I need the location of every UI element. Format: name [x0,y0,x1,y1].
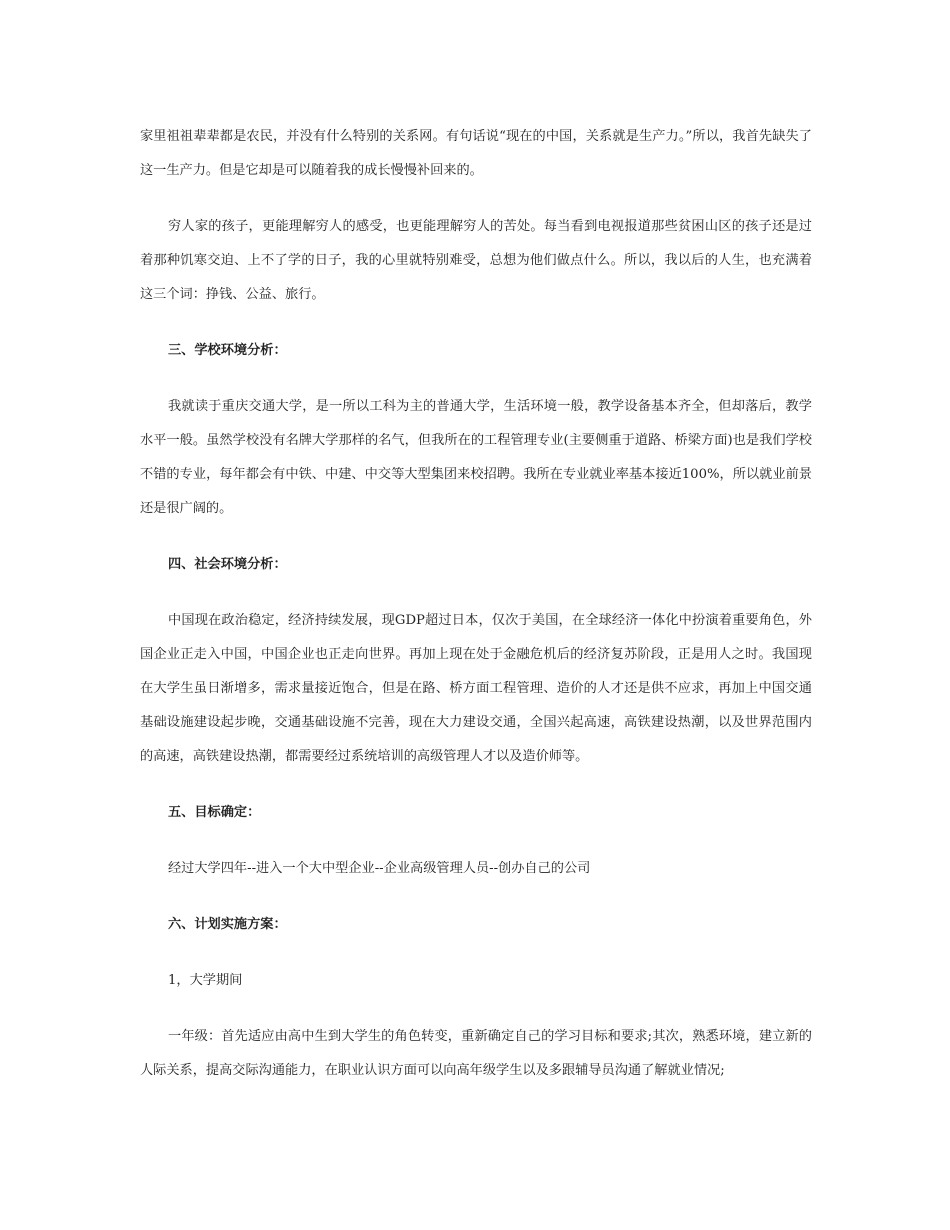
document-page [140,120,812,1110]
paragraph-family-background: 家里祖祖辈辈都是农民，并没有什么特别的关系网。有句话说“现在的中国，关系就是生产力。”所以，我首先缺失了这一生产力。但是它却是可以随着我的成长慢慢补回来的。 [140,129,812,178]
paragraph-university-period: 1，大学期间 [168,973,243,988]
heading-plan: 六、计划实施方案： [168,917,287,932]
paragraph-goal: 经过大学四年--进入一个大中型企业--企业高级管理人员--创办自己的公司 [168,861,591,876]
paragraph-poor-family: 穷人家的孩子，更能理解穷人的感受，也更能理解穷人的苦处。每当看到电视报道那些贫困山区的孩子还是过着那种饥寒交迫、上不了学的日子，我的心里就特别难受，总想为他们做点什么。所以，我以后的人生，也充满着这三个词：挣钱、公益、旅行。 [140,219,812,302]
heading-goal: 五、目标确定： [168,805,261,820]
paragraph-school-environment: 我就读于重庆交通大学，是一所以工科为主的普通大学，生活环境一般，教学设备基本齐全，但却落后，教学水平一般。虽然学校没有名牌大学那样的名气，但我所在的工程管理专业(主要侧重于道路、桥梁方面)也是我们学校不错的专业，每年都会有中铁、中建、中交等大型集团来校招聘。我所在专业就业率基本接近100%，所以就业前景还是很广阔的。 [140,399,812,516]
heading-school-environment: 三、学校环境分析： [168,343,287,358]
heading-social-environment: 四、社会环境分析： [168,557,287,572]
paragraph-first-year: 一年级：首先适应由高中生到大学生的角色转变，重新确定自己的学习目标和要求;其次，熟悉环境，建立新的人际关系，提高交际沟通能力，在职业认识方面可以向高年级学生以及多跟辅导员沟通了解就业情况; [140,1029,812,1078]
paragraph-social-environment: 中国现在政治稳定，经济持续发展，现GDP超过日本，仅次于美国，在全球经济一体化中扮演着重要角色，外国企业正走入中国，中国企业也正走向世界。再加上现在处于金融危机后的经济复苏阶段，正是用人之时。我国现在大学生虽日渐增多，需求量接近饱合，但是在路、桥方面工程管理、造价的人才还是供不应求，再加上中国交通基础设施建设起步晚，交通基础设施不完善，现在大力建设交通，全国兴起高速，高铁建设热潮，以及世界范围内的高速，高铁建设热潮，都需要经过系统培训的高级管理人才以及造价师等。 [140,613,812,764]
